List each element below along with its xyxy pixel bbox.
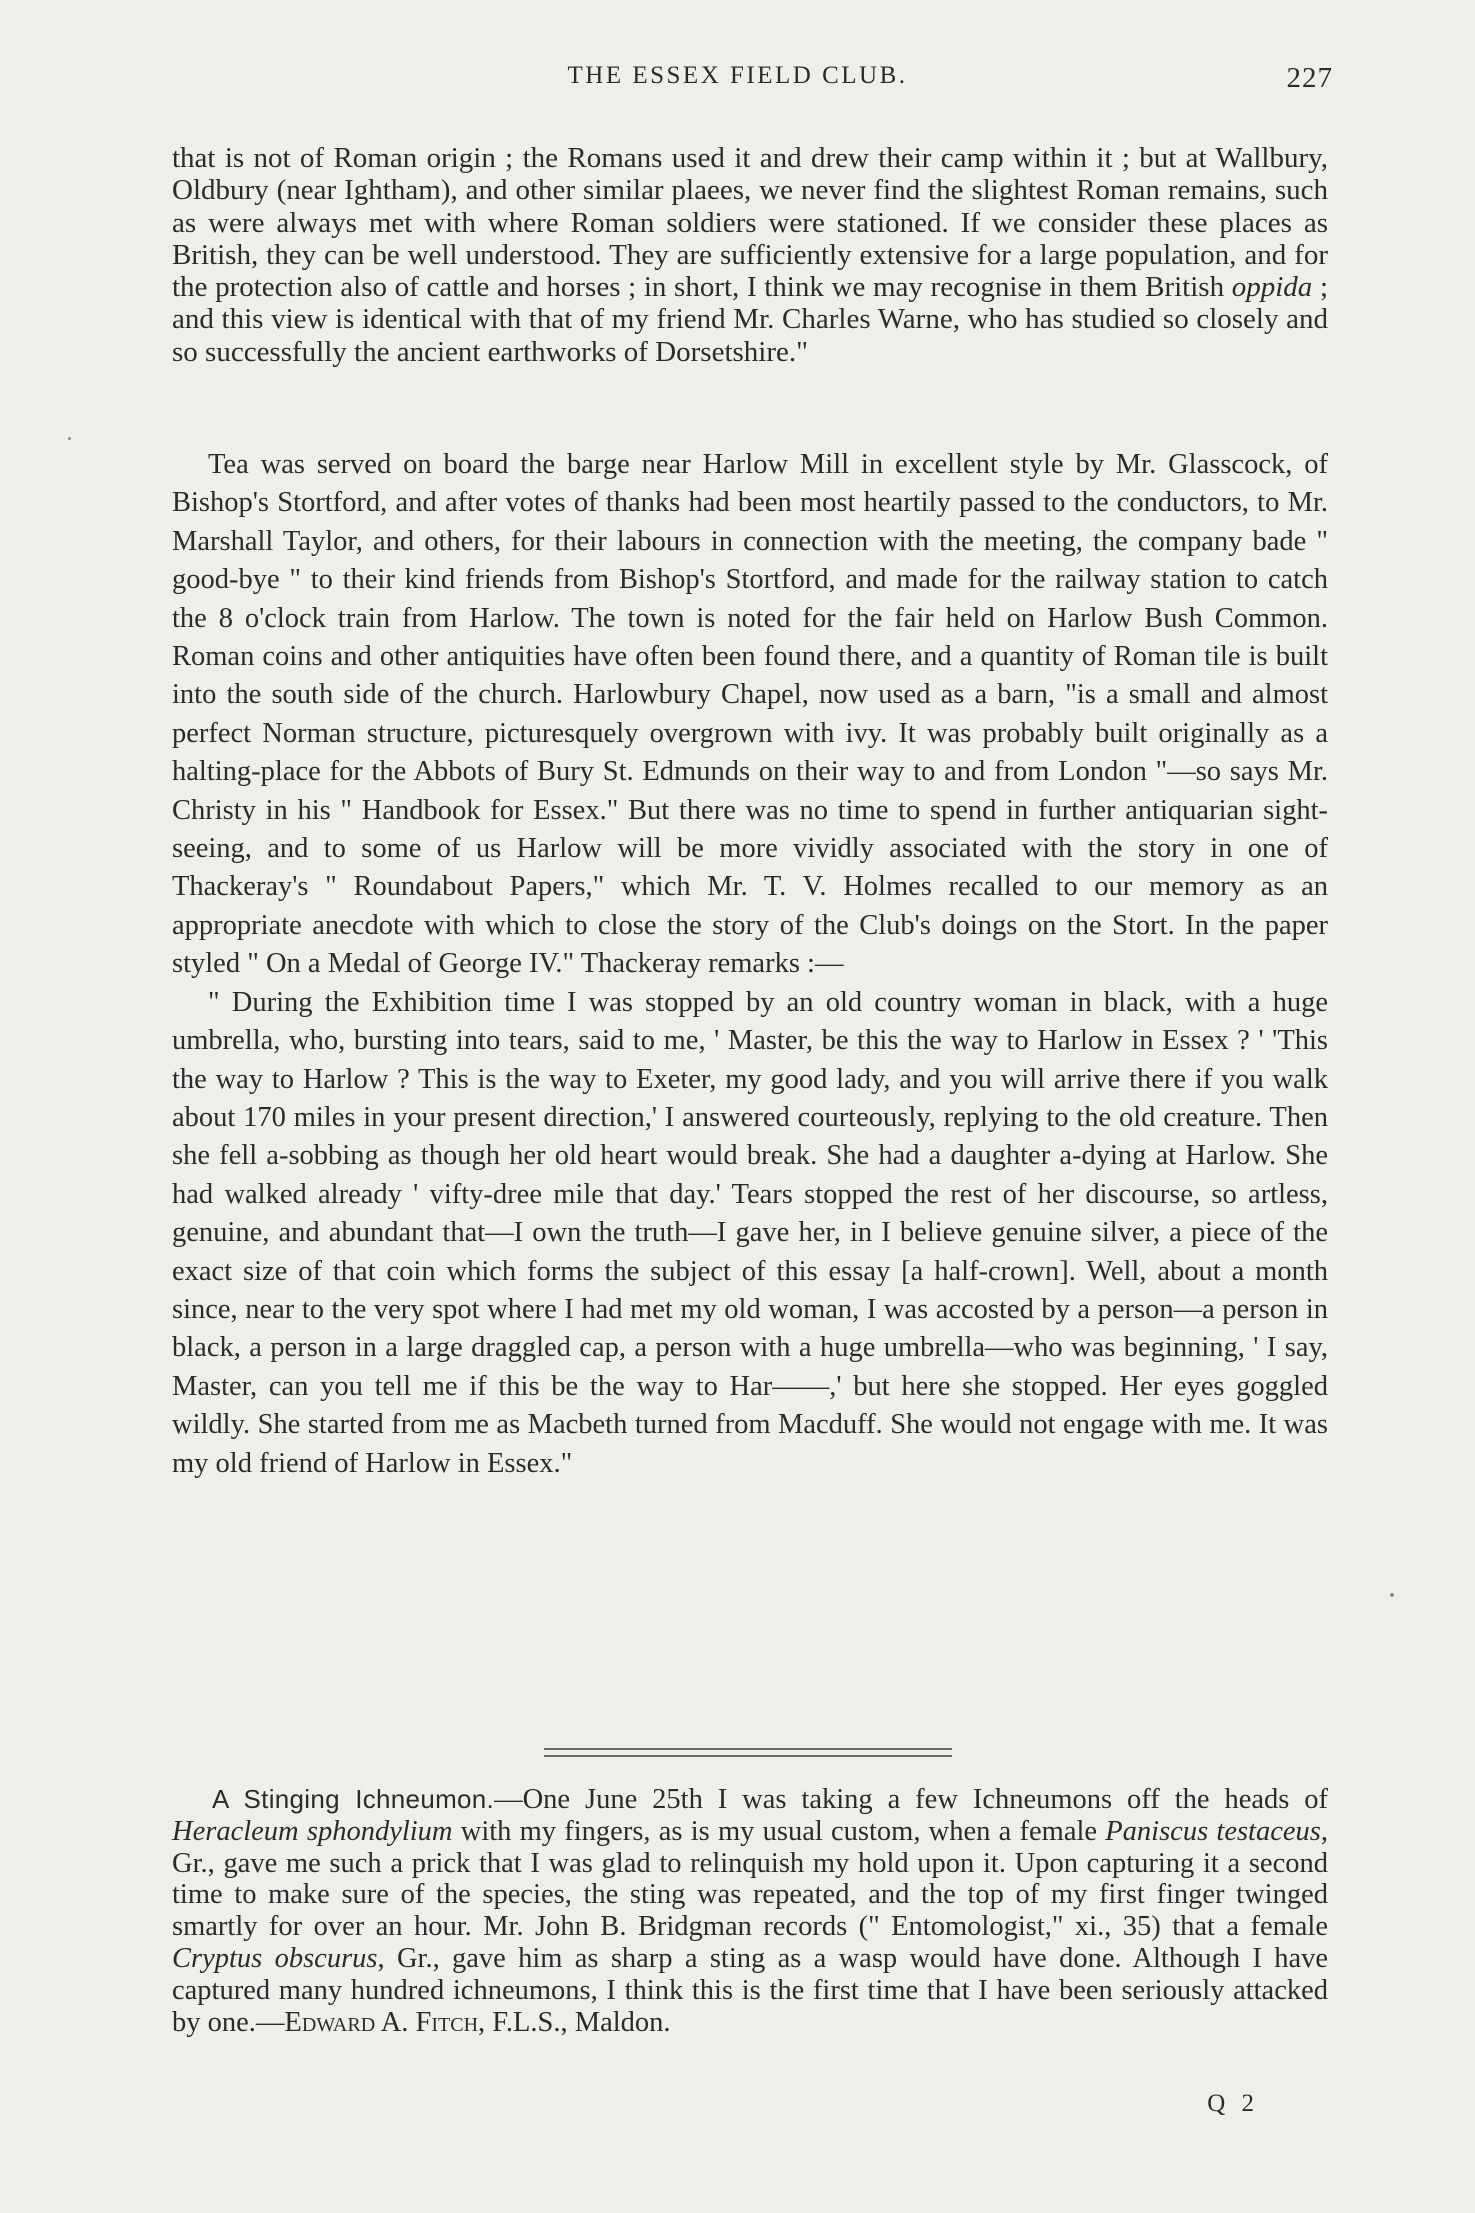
signature-mark: Q 2 <box>1207 2090 1259 2117</box>
note-text: —One June 25th I was taking a few Ichneumons off the heads of <box>494 1784 1328 1815</box>
thackeray-quote: " During the Exhibition time I was stopped by an old country woman in black, with a huge umbrella, who, bursting into tears, said to me, ' Master, be this the way to Harlow in Essex ? ' 'This the way to Harlow ? This is the way to Exeter, my good lady, and you will arrive there if you walk about 170 miles in your present direction,' I answered courteously, replying to the old creature. Then she fell a-sobbing as though her old heart would break. She had a daughter a-dying at Harlow. She had walked already ' vifty-dree mile that day.' Tears stopped the rest of her discourse, so artless, genuine, and abundant that—I own the truth—I gave her, in I believe genuine silver, a piece of the exact size of that coin which forms the subject of this essay [a half-crown]. Well, about a month since, near to the very spot where I had met my old woman, I was accosted by a person—a person in black, a person in a large draggled cap, a person with a huge umbrella—who was beginning, ' I say, Master, can you tell me if this be the way to Har——,' but here she stopped. Her eyes goggled wildly. She started from me as Macbeth turned from Macduff. She would not engage with me. It was my old friend of Harlow in Essex." <box>172 986 1328 1479</box>
note-author-suffix: , F.L.S., Maldon. <box>478 2006 671 2038</box>
paper-speck <box>68 437 71 440</box>
divider-rule <box>544 1755 952 1757</box>
note-title: A Stinging Ichneumon. <box>212 1784 495 1814</box>
oppida-term: oppida <box>1231 271 1313 304</box>
species-name: Paniscus testaceus <box>1105 1815 1321 1847</box>
quote-text-part-1: that is not of Roman origin ; the Romans used it and drew their camp within it ; but at Wallbury, Oldbury (near Ightham), and other similar plaees, we never find the slightest Roman remains, such as were always met with where Roman soldiers were stationed. If we consider these places as British, they can be well understood. They are sufficiently extensive for a large population, and for the protection also of cattle and horses ; in short, I think we may recognise in them British <box>172 142 1328 304</box>
quoted-passage-text <box>172 142 1328 368</box>
divider-rule <box>544 1748 952 1750</box>
note-author: Edward A. Fitch <box>284 2006 479 2038</box>
page-number: 227 <box>1286 62 1333 94</box>
quoted-passage <box>172 142 1328 368</box>
main-paragraph: Tea was served on board the barge near Harlow Mill in excellent style by Mr. Glasscock, of Bishop's Stortford, and after votes of thanks had been most heartily passed to the conductors, to Mr. Marshall Taylor, and others, for their labours in connection with the meeting, the company bade " good-bye " to their kind friends from Bishop's Stortford, and made for the railway station to catch the 8 o'clock train from Harlow. The town is noted for the fair held on Harlow Bush Common. Roman coins and other antiquities have often been found there, and a quantity of Roman tile is built into the south side of the church. Harlowbury Chapel, now used as a barn, "is a small and almost perfect Norman structure, picturesquely overgrown with ivy. It was probably built originally as a halting-place for the Abbots of Bury St. Edmunds on their way to and from London "—so says Mr. Christy in his " Handbook for Essex." But there was no time to spend in further antiquarian sight-seeing, and to some of us Harlow will be more vividly associated with the story in one of Thackeray's " Roundabout Papers," which Mr. T. V. Holmes recalled to our memory as an appropriate anecdote with which to close the story of the Club's doings on the Stort. In the paper styled " On a Medal of George IV." Thackeray remarks :— <box>172 449 1328 980</box>
section-divider <box>544 1748 952 1762</box>
main-text <box>172 446 1328 1483</box>
note-text: with my fingers, as is my usual custom, when a female <box>452 1815 1106 1847</box>
page-header <box>0 62 1475 102</box>
note-text: , Gr., gave me such a prick that I was glad to relinquish my hold upon it. Upon capturing it a second time to make sure of the species, the sting was repeated, and the top of my first finger twinged smartly for over an hour. Mr. John B. Bridgman records (" Entomologist," xi., 35) that a female <box>172 1815 1328 1943</box>
species-name: Cryptus obscurus <box>172 1942 378 1974</box>
ichneumon-note <box>172 1784 1328 2038</box>
note-text: , Gr., gave him as sharp a sting as a wasp would have done. Although I have captured many hundred ichneumons, I think this is the first time that I have been seriously attacked by one.— <box>172 1942 1328 2038</box>
paper-speck <box>1390 1593 1394 1597</box>
running-title: THE ESSEX FIELD CLUB. <box>567 62 908 89</box>
quote-text-part-2: ; and this view is identical with that of my friend Mr. Charles Warne, who has studied so closely and so successfully the ancient earthworks of Dorsetshire." <box>172 271 1328 368</box>
plant-name: Heracleum sphondylium <box>172 1815 453 1847</box>
